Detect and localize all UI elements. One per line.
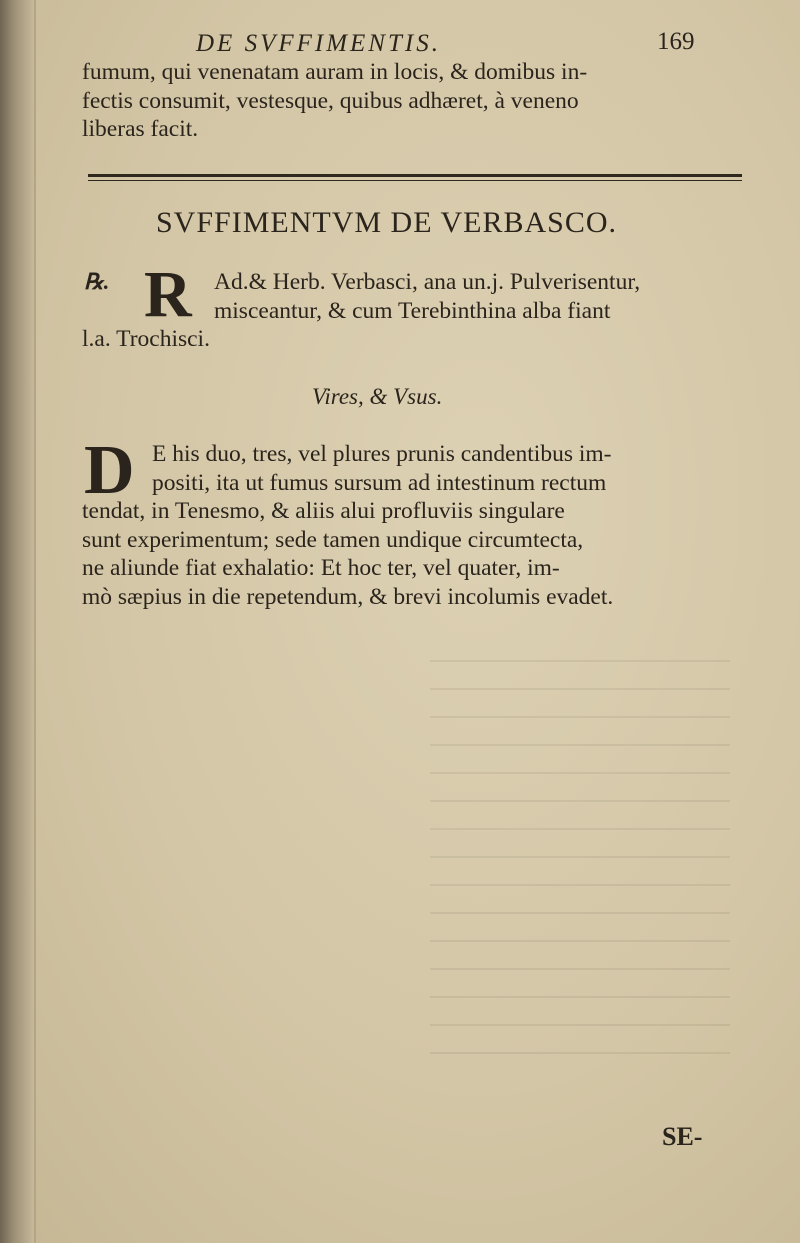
text-line: sunt experimentum; sede tamen undique circumtecta, — [82, 526, 584, 553]
body-paragraph — [82, 432, 750, 611]
recipe-line: l.a. Trochisci. — [82, 326, 210, 352]
recipe-line: misceantur, & cum Terebinthina alba fiant — [214, 297, 611, 324]
carry-over-paragraph — [82, 58, 750, 144]
page-number: 169 — [657, 28, 695, 55]
recipe-lines — [214, 268, 754, 325]
section-title: SVFFIMENTVM DE VERBASCO. — [156, 206, 618, 239]
subheading: Vires, & Vsus. — [312, 384, 443, 409]
drop-cap: D — [84, 432, 135, 509]
text-line: liberas facit. — [82, 116, 199, 142]
text-line: fumum, qui venenatam auram in locis, & domibus in- — [82, 59, 588, 85]
text-line: fectis consumit, vestesque, quibus adhæret, à veneno — [82, 87, 579, 114]
text-line: ne aliunde fiat exhalatio: Et hoc ter, vel quater, im- — [82, 555, 560, 581]
text-line: positi, ita ut fumus sursum ad intestinum rectum — [152, 469, 607, 496]
text-line: E his duo, tres, vel plures prunis candentibus im- — [152, 441, 612, 467]
text-line: mò sæpius in die repetendum, & brevi incolumis evadet. — [82, 583, 614, 610]
text-line: tendat, in Tenesmo, & aliis alui profluviis singulare — [82, 498, 565, 524]
section-rule — [88, 174, 742, 177]
page-gutter — [0, 0, 34, 1243]
section-rule-thin — [88, 180, 742, 181]
catchword: SE- — [662, 1122, 703, 1151]
drop-cap: R — [144, 258, 192, 331]
recipe-line: Ad.& Herb. Verbasci, ana un.j. Pulverisentur, — [214, 269, 641, 295]
recipe-symbol: ℞. — [84, 269, 110, 294]
gutter-edge — [34, 0, 36, 1243]
bleed-through-texture — [430, 660, 730, 1060]
running-head: DE SVFFIMENTIS. — [196, 30, 441, 57]
